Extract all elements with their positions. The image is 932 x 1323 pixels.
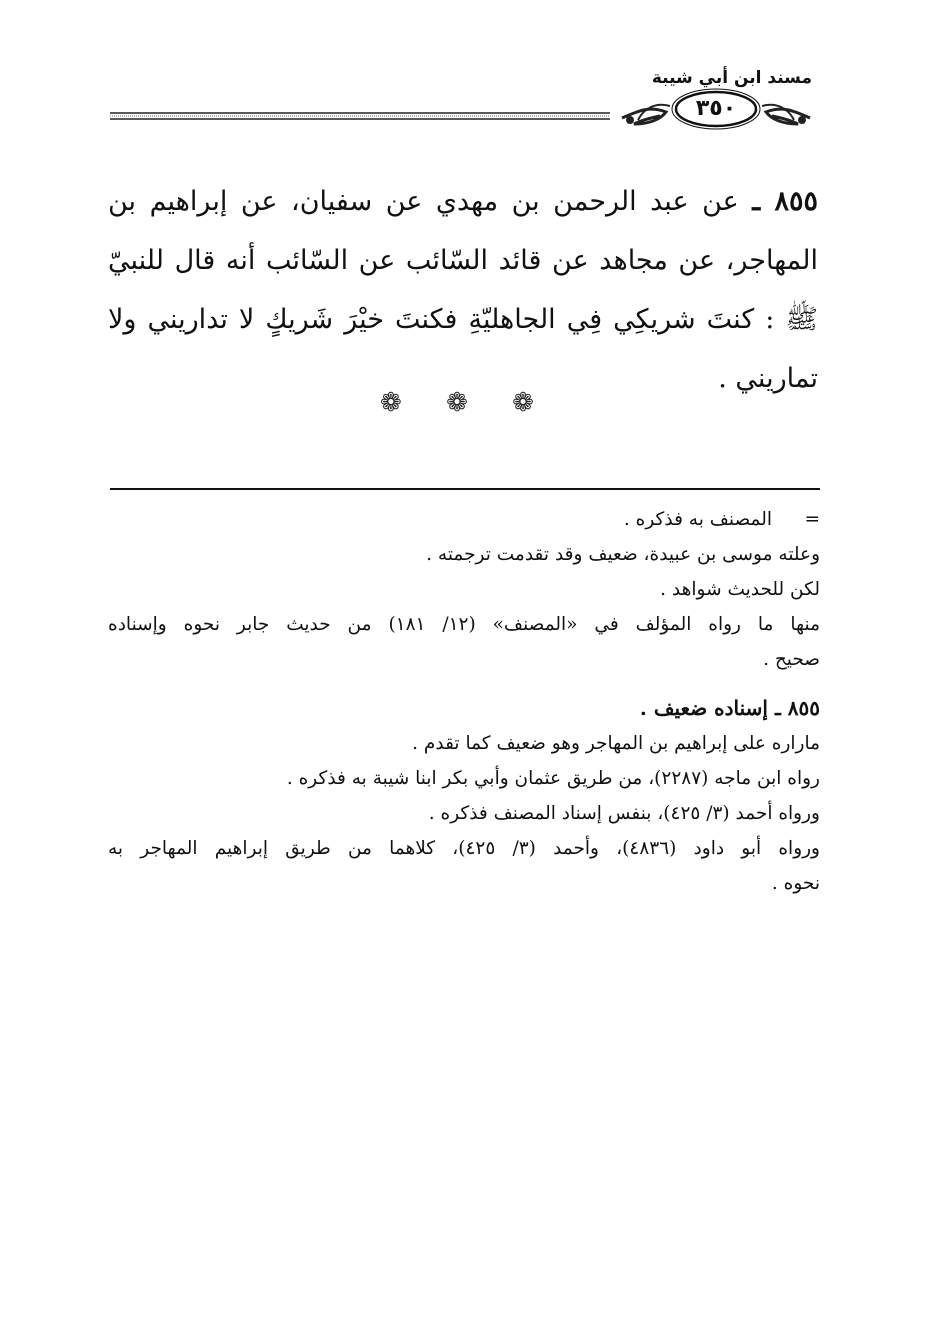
hadith-body: عن عبد الرحمن بن مهدي عن سفيان، عن إبراهيم بن المهاجر، عن مجاهد عن قائد السّائب عن السّائب أنه قال للنبيّ ﷺ : كنتَ شريكِي فِي الجاهليّةِ فكنتَ خيْرَ شَريكٍ لا تداريني ولا تماريني . (108, 186, 818, 394)
footnotes-block (108, 502, 820, 901)
continuation-mark: = (804, 509, 820, 530)
footnote-line: وعلته موسى بن عبيدة، ضعيف وقد تقدمت ترجمته . (426, 544, 820, 565)
footnote-separator (110, 488, 820, 490)
footnote-line: منها ما رواه المؤلف في «المصنف» (١٢/ ١٨١) من حديث جابر نحوه وإسناده (108, 614, 820, 635)
footnote-line: صحيح . (763, 649, 820, 670)
footnote-line: رواه ابن ماجه (٢٢٨٧)، من طريق عثمان وأبي بكر ابنا شيبة به فذكره . (286, 768, 820, 789)
footnote-line: المصنف به فذكره . (623, 509, 772, 530)
footnote-line: ورواه أحمد (٣/ ٤٢٥)، بنفس إسناد المصنف فذكره . (428, 803, 820, 824)
header-double-rule (110, 112, 610, 120)
footnote-heading: ٨٥٥ ـ إسناده ضعيف . (639, 696, 820, 720)
footnote-line: لكن للحديث شواهد . (660, 579, 820, 600)
footnote-line: نحوه . (771, 873, 820, 894)
page-number: ٣٥٠ (695, 96, 737, 121)
footnote-line: ماراره على إبراهيم بن المهاجر وهو ضعيف كما تقدم . (412, 733, 820, 754)
running-title: مسند ابن أبي شيبة (651, 68, 812, 88)
page-header (110, 60, 812, 130)
hadith-text-block (108, 172, 818, 408)
hadith-number: ٨٥٥ ـ (752, 186, 818, 217)
footnote-line: ورواه أبو داود (٤٨٣٦)، وأحمد (٣/ ٤٢٥)، كلاهما من طريق إبراهيم المهاجر به (108, 838, 820, 859)
page-number-ornament (620, 80, 812, 140)
previous-footnote-continuation (108, 502, 820, 537)
section-divider-flower-icons: ❁ ❁ ❁ (380, 388, 552, 418)
